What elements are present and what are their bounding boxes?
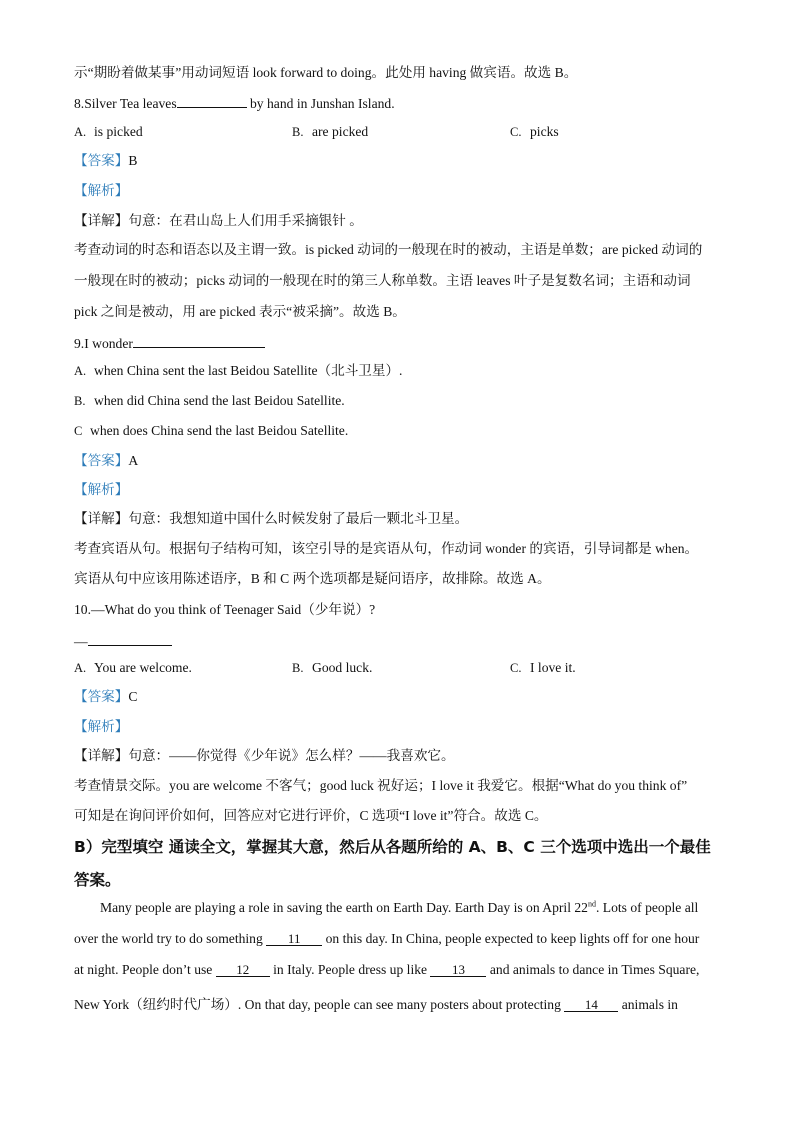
- detail-line: [74, 212, 730, 230]
- passage-line: [74, 993, 724, 1013]
- analysis-line: [74, 718, 730, 736]
- option-b: [74, 392, 345, 410]
- option-key: C.: [510, 125, 522, 139]
- option-c: [510, 659, 576, 677]
- option-key: B.: [292, 661, 304, 675]
- answer-line: [74, 152, 730, 170]
- explanation-line: 考查情景交际。you are welcome 不客气；good luck 祝好运；I love it 我爱它。根据“What do you think of”: [74, 778, 688, 793]
- option-text: Good luck.: [312, 660, 373, 675]
- passage-text: over the world try to do something: [74, 931, 263, 946]
- passage-text: New York（纽约时代广场）. On that day, people can see many posters about protecting: [74, 997, 561, 1012]
- option-key: A.: [74, 125, 87, 139]
- cloze-blank-12: [216, 962, 270, 977]
- passage-line: [74, 931, 724, 947]
- option-text: when China sent the last Beidou Satellite（北斗卫星）.: [94, 363, 403, 378]
- analysis-label: 【解析】: [74, 183, 129, 198]
- option-text: when did China send the last Beidou Satellite.: [94, 393, 345, 408]
- blank-number: 14: [584, 997, 598, 1012]
- dash: —: [74, 634, 88, 649]
- answer-label: 【答案】: [74, 689, 129, 704]
- option-key: C.: [510, 661, 522, 675]
- answer-line: [74, 688, 730, 706]
- option-key: B.: [74, 394, 86, 408]
- blank-number: 13: [451, 962, 465, 977]
- detail-label: 【详解】: [74, 748, 129, 763]
- option-text: are picked: [312, 124, 369, 139]
- question-8-stem: 8.Silver Tea leaves: [74, 96, 177, 111]
- answer-blank: [133, 333, 265, 348]
- analysis-label: 【解析】: [74, 482, 129, 497]
- option-c: [74, 422, 348, 440]
- detail-line: [74, 747, 730, 765]
- detail-text: 句意：——你觉得《少年说》怎么样？——我喜欢它。: [128, 748, 455, 763]
- answer-value: B: [128, 153, 138, 168]
- answer-value: C: [128, 689, 138, 704]
- option-key: A.: [74, 364, 87, 378]
- passage-text: and animals to dance in Times Square,: [489, 962, 700, 977]
- cloze-blank-11: [266, 931, 322, 946]
- blank-number: 12: [236, 962, 250, 977]
- question-10: 10.—What do you think of Teenager Said（少年说）?: [74, 602, 376, 617]
- passage-line: [100, 900, 724, 916]
- explanation-line: pick 之间是被动，用 are picked 表示“被采摘”。故选 B。: [74, 304, 406, 319]
- option-text: I love it.: [530, 660, 576, 675]
- detail-line: [74, 510, 730, 528]
- passage-line: [74, 962, 724, 978]
- detail-label: 【详解】: [74, 511, 129, 526]
- explanation-line: 宾语从句中应该用陈述语序，B 和 C 两个选项都是疑问语序，故排除。故选 A。: [74, 571, 551, 586]
- explanation-line: 一般现在时的被动；picks 动词的一般现在时的第三人称单数。主语 leaves 叶子是复数名词；主语和动词: [74, 273, 691, 288]
- option-c: [510, 123, 559, 141]
- option-b: [292, 659, 372, 677]
- passage-text: on this day. In China, people expected to keep lights off for one hour: [325, 931, 700, 946]
- option-text: You are welcome.: [94, 660, 192, 675]
- answer-blank: [177, 93, 247, 108]
- text-line: 示“期盼着做某事”用动词短语 look forward to doing。此处用 having 做宾语。故选 B。: [74, 65, 578, 80]
- option-text: is picked: [94, 124, 143, 139]
- passage-text: Many people are playing a role in saving the earth on Earth Day. Earth Day is on April 22: [100, 900, 588, 915]
- option-key: C: [74, 424, 83, 438]
- analysis-line: [74, 481, 730, 499]
- answer-label: 【答案】: [74, 153, 129, 168]
- explanation-line: 可知是在询问评价如何，回答应对它进行评价，C 选项“I love it”符合。故选 C。: [74, 808, 548, 823]
- answer-blank: [88, 631, 172, 646]
- analysis-line: [74, 182, 730, 200]
- passage-text: animals in: [621, 997, 678, 1012]
- answer-line: [74, 452, 730, 470]
- question-10-response: [74, 631, 730, 651]
- option-key: A.: [74, 661, 87, 675]
- option-b: [292, 123, 368, 141]
- section-heading-cont: 答案。: [74, 871, 121, 889]
- option-a: [74, 123, 143, 141]
- cloze-blank-13: [430, 962, 486, 977]
- question-8-stem-end: by hand in Junshan Island.: [246, 96, 395, 111]
- question-9: [74, 333, 730, 353]
- analysis-label: 【解析】: [74, 719, 129, 734]
- detail-label: 【详解】: [74, 213, 129, 228]
- superscript: nd: [587, 899, 596, 909]
- explanation-line: 考查宾语从句。根据句子结构可知，该空引导的是宾语从句，作动词 wonder 的宾语，引导词都是 when。: [74, 541, 699, 556]
- cloze-blank-14: [564, 997, 618, 1012]
- detail-text: 句意：我想知道中国什么时候发射了最后一颗北斗卫星。: [128, 511, 469, 526]
- option-a: [74, 362, 402, 380]
- passage-text: . Lots of people all: [595, 900, 699, 915]
- option-text: when does China send the last Beidou Satellite.: [90, 423, 349, 438]
- section-heading: B）完型填空 通读全文，掌握其大意，然后从各题所给的 A、B、C 三个选项中选出一个最佳: [74, 838, 711, 856]
- explanation-line: 考查动词的时态和语态以及主谓一致。is picked 动词的一般现在时的被动，主语是单数；are picked 动词的: [74, 242, 703, 257]
- question-8: [74, 93, 730, 113]
- passage-text: at night. People don’t use: [74, 962, 213, 977]
- answer-value: A: [128, 453, 139, 468]
- blank-number: 11: [287, 931, 301, 946]
- option-key: B.: [292, 125, 304, 139]
- passage-text: in Italy. People dress up like: [273, 962, 428, 977]
- option-a: [74, 659, 192, 677]
- detail-text: 句意：在君山岛上人们用手采摘银针 。: [128, 213, 363, 228]
- answer-label: 【答案】: [74, 453, 129, 468]
- question-9-stem: 9.I wonder: [74, 336, 133, 351]
- option-text: picks: [530, 124, 559, 139]
